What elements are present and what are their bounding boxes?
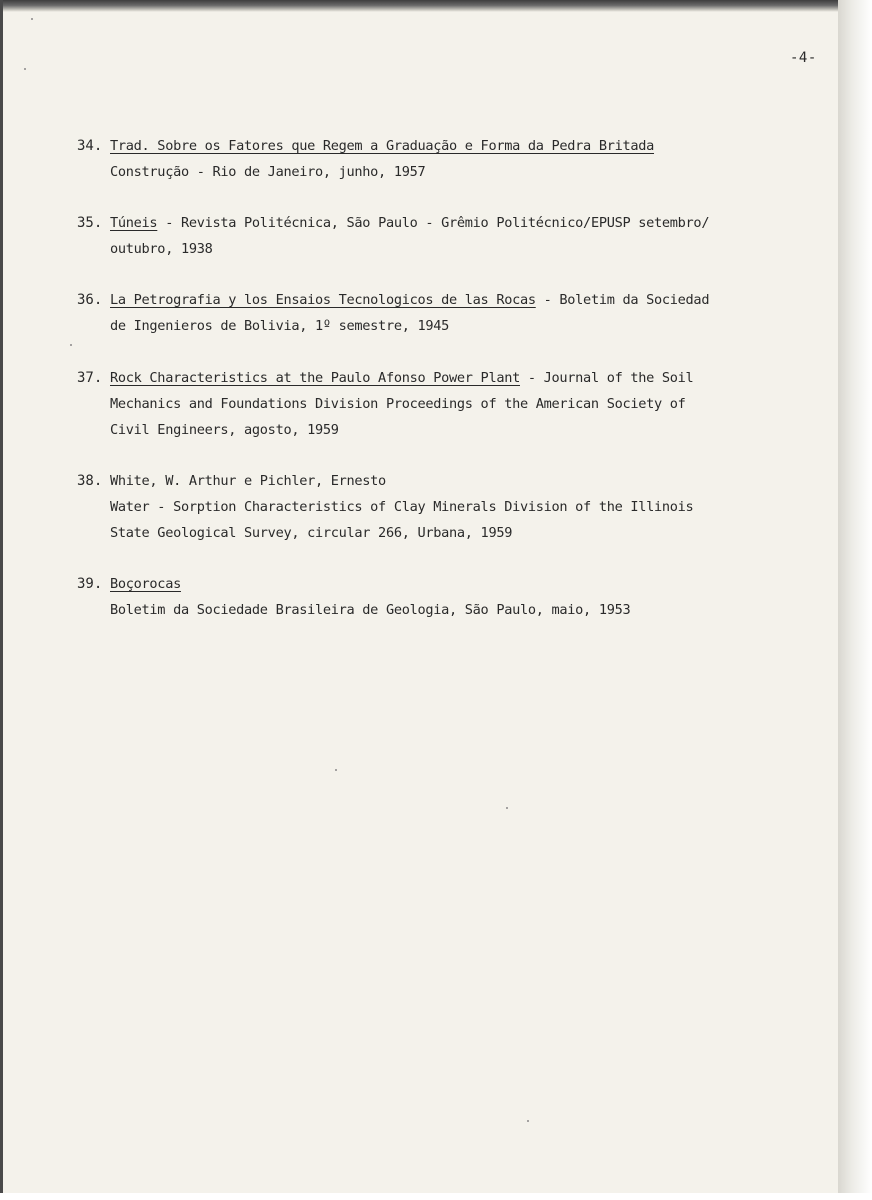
scan-speck xyxy=(506,807,508,809)
entry-title-rest: - Boletim da Sociedad xyxy=(535,292,710,308)
reference-entry-34 xyxy=(77,133,654,185)
scan-speck xyxy=(527,1120,529,1122)
entry-first-line xyxy=(110,365,693,391)
entry-first-line xyxy=(110,571,630,597)
entry-line: Civil Engineers, agosto, 1959 xyxy=(110,422,339,438)
scan-speck xyxy=(31,18,33,20)
entry-body xyxy=(110,210,709,262)
scan-right-margin xyxy=(838,0,872,1200)
entry-number: 36. xyxy=(77,292,103,308)
entry-body xyxy=(110,365,693,443)
entry-title-rest: White, W. Arthur e Pichler, Ernesto xyxy=(110,473,386,489)
scan-left-edge xyxy=(0,0,3,1193)
reference-entry-39 xyxy=(77,571,630,623)
scan-top-edge xyxy=(0,0,838,12)
entry-line: Water - Sorption Characteristics of Clay Minerals Division of the Illinois xyxy=(110,499,694,515)
entry-first-line xyxy=(110,468,693,494)
entry-body xyxy=(110,287,709,339)
entry-first-line xyxy=(110,133,654,159)
entry-body xyxy=(110,571,630,623)
entry-title: Rock Characteristics at the Paulo Afonso Power Plant xyxy=(110,370,520,386)
entry-number: 37. xyxy=(77,370,103,386)
entry-line: outubro, 1938 xyxy=(110,241,213,257)
entry-title-rest: - Revista Politécnica, São Paulo - Grêmio Politécnico/EPUSP setembro/ xyxy=(157,215,710,231)
scan-speck xyxy=(335,769,337,771)
reference-entry-38 xyxy=(77,468,693,546)
entry-body xyxy=(110,133,654,185)
entry-number: 38. xyxy=(77,473,103,489)
entry-number: 34. xyxy=(77,138,103,154)
entry-body xyxy=(110,468,693,546)
entry-title: Trad. Sobre os Fatores que Regem a Graduação e Forma da Pedra Britada xyxy=(110,138,655,154)
reference-entry-35 xyxy=(77,210,709,262)
entry-title: Boçorocas xyxy=(110,576,181,592)
entry-number: 39. xyxy=(77,576,103,592)
entry-line: State Geological Survey, circular 266, Urbana, 1959 xyxy=(110,525,513,541)
entry-first-line xyxy=(110,287,709,313)
scan-speck xyxy=(70,344,72,346)
entry-title-rest: - Journal of the Soil xyxy=(519,370,694,386)
page-number: -4- xyxy=(790,50,817,66)
entry-title: La Petrografia y los Ensaios Tecnologicos de las Rocas xyxy=(110,292,536,308)
entry-line: de Ingenieros de Bolivia, 1º semestre, 1945 xyxy=(110,318,450,334)
reference-entry-36 xyxy=(77,287,709,339)
entry-first-line xyxy=(110,210,709,236)
entry-line: Boletim da Sociedade Brasileira de Geologia, São Paulo, maio, 1953 xyxy=(110,602,631,618)
reference-entry-37 xyxy=(77,365,693,443)
entry-line: Mechanics and Foundations Division Proceedings of the American Society of xyxy=(110,396,686,412)
scan-bottom-margin xyxy=(0,1193,872,1200)
scan-speck xyxy=(24,68,26,70)
entry-number: 35. xyxy=(77,215,103,231)
entry-title: Túneis xyxy=(110,215,158,231)
entry-line: Construção - Rio de Janeiro, junho, 1957 xyxy=(110,164,426,180)
